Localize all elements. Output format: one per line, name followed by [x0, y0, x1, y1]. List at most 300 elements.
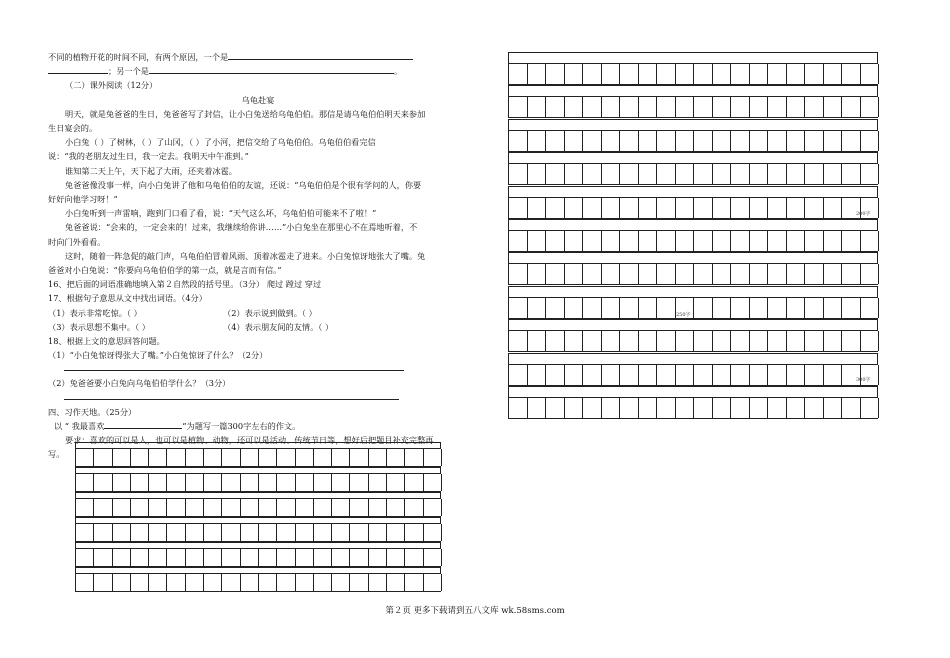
grid-cell[interactable] [241, 449, 259, 466]
grid-cell[interactable] [713, 331, 732, 351]
grid-row[interactable] [508, 96, 878, 118]
grid-cell[interactable] [657, 298, 676, 318]
grid-cell[interactable] [113, 549, 131, 566]
grid-cell[interactable] [546, 331, 565, 351]
grid-cell[interactable] [657, 231, 676, 251]
grid-cell[interactable] [731, 231, 750, 251]
grid-cell[interactable] [546, 164, 565, 184]
grid-cell[interactable] [94, 474, 112, 491]
grid-cell[interactable] [620, 331, 639, 351]
grid-cell[interactable] [842, 131, 861, 151]
grid-row[interactable] [75, 498, 441, 517]
grid-cell[interactable] [259, 449, 277, 466]
grid-cell[interactable] [222, 499, 240, 516]
grid-cell[interactable] [583, 97, 602, 117]
grid-cell[interactable] [842, 331, 861, 351]
grid-cell[interactable] [787, 97, 806, 117]
grid-cell[interactable] [405, 499, 423, 516]
grid-cell[interactable] [565, 164, 584, 184]
grid-cell[interactable] [657, 64, 676, 84]
grid-cell[interactable] [824, 331, 843, 351]
grid-cell[interactable] [694, 331, 713, 351]
grid-cell[interactable] [639, 365, 658, 385]
grid-cell[interactable] [583, 231, 602, 251]
grid-cell[interactable] [602, 64, 621, 84]
grid-cell[interactable] [620, 64, 639, 84]
grid-cell[interactable] [167, 499, 185, 516]
grid-cell[interactable] [694, 264, 713, 284]
grid-cell[interactable] [694, 365, 713, 385]
grid-cell[interactable] [657, 131, 676, 151]
grid-cell[interactable] [768, 231, 787, 251]
grid-cell[interactable] [713, 298, 732, 318]
grid-cell[interactable] [113, 574, 131, 591]
grid-cell[interactable] [509, 264, 528, 284]
grid-cell[interactable] [546, 198, 565, 218]
grid-cell[interactable] [787, 231, 806, 251]
grid-cell[interactable] [620, 298, 639, 318]
grid-cell[interactable] [296, 499, 314, 516]
grid-cell[interactable] [222, 574, 240, 591]
grid-cell[interactable] [222, 474, 240, 491]
grid-cell[interactable] [186, 499, 204, 516]
grid-cell[interactable] [259, 549, 277, 566]
grid-row[interactable] [508, 130, 878, 152]
grid-cell[interactable] [565, 398, 584, 418]
grid-cell[interactable] [131, 474, 149, 491]
grid-cell[interactable] [768, 331, 787, 351]
grid-cell[interactable] [565, 97, 584, 117]
grid-cell[interactable] [805, 231, 824, 251]
grid-row[interactable] [508, 163, 878, 185]
grid-cell[interactable] [546, 398, 565, 418]
grid-cell[interactable] [824, 164, 843, 184]
grid-cell[interactable] [805, 131, 824, 151]
grid-cell[interactable] [639, 64, 658, 84]
grid-cell[interactable] [186, 474, 204, 491]
grid-cell[interactable] [546, 231, 565, 251]
answer-blank[interactable] [149, 64, 394, 74]
grid-cell[interactable] [204, 524, 222, 541]
grid-cell[interactable] [332, 474, 350, 491]
grid-cell[interactable] [259, 574, 277, 591]
grid-cell[interactable] [167, 449, 185, 466]
grid-row[interactable] [508, 364, 878, 386]
grid-cell[interactable] [805, 331, 824, 351]
grid-cell[interactable] [676, 331, 695, 351]
grid-cell[interactable] [694, 198, 713, 218]
grid-cell[interactable] [620, 131, 639, 151]
grid-cell[interactable] [583, 365, 602, 385]
grid-cell[interactable] [369, 549, 387, 566]
grid-cell[interactable] [657, 331, 676, 351]
grid-cell[interactable] [528, 365, 547, 385]
grid-cell[interactable] [694, 398, 713, 418]
grid-cell[interactable] [332, 574, 350, 591]
grid-cell[interactable] [332, 449, 350, 466]
grid-cell[interactable] [768, 131, 787, 151]
grid-cell[interactable] [694, 231, 713, 251]
grid-cell[interactable] [314, 574, 332, 591]
grid-cell[interactable] [528, 131, 547, 151]
grid-cell[interactable] [805, 264, 824, 284]
grid-cell[interactable] [369, 499, 387, 516]
answer-line[interactable] [64, 391, 399, 400]
grid-cell[interactable] [204, 474, 222, 491]
grid-cell[interactable] [350, 474, 368, 491]
grid-cell[interactable] [639, 131, 658, 151]
grid-cell[interactable] [222, 549, 240, 566]
grid-cell[interactable] [639, 398, 658, 418]
grid-cell[interactable] [350, 524, 368, 541]
grid-cell[interactable] [277, 449, 295, 466]
grid-cell[interactable] [546, 365, 565, 385]
grid-cell[interactable] [824, 131, 843, 151]
grid-cell[interactable] [805, 298, 824, 318]
grid-cell[interactable] [314, 449, 332, 466]
grid-cell[interactable] [241, 474, 259, 491]
grid-cell[interactable] [731, 97, 750, 117]
grid-cell[interactable] [204, 549, 222, 566]
grid-cell[interactable] [509, 198, 528, 218]
grid-cell[interactable] [332, 499, 350, 516]
grid-cell[interactable] [713, 131, 732, 151]
grid-cell[interactable] [805, 198, 824, 218]
grid-cell[interactable] [713, 264, 732, 284]
grid-cell[interactable] [639, 264, 658, 284]
grid-cell[interactable] [676, 164, 695, 184]
grid-cell[interactable] [424, 549, 442, 566]
grid-cell[interactable] [583, 164, 602, 184]
grid-cell[interactable] [731, 398, 750, 418]
grid-cell[interactable] [546, 97, 565, 117]
grid-cell[interactable] [583, 131, 602, 151]
grid-cell[interactable] [546, 131, 565, 151]
grid-cell[interactable] [509, 231, 528, 251]
grid-cell[interactable] [528, 164, 547, 184]
grid-row[interactable] [508, 330, 878, 352]
grid-cell[interactable] [565, 264, 584, 284]
grid-cell[interactable] [768, 365, 787, 385]
grid-cell[interactable] [296, 549, 314, 566]
grid-cell[interactable] [350, 549, 368, 566]
grid-cell[interactable] [713, 365, 732, 385]
grid-row[interactable] [75, 448, 441, 467]
grid-cell[interactable] [620, 198, 639, 218]
grid-cell[interactable] [768, 198, 787, 218]
grid-cell[interactable] [369, 524, 387, 541]
grid-cell[interactable] [602, 365, 621, 385]
grid-cell[interactable] [528, 64, 547, 84]
grid-cell[interactable] [676, 264, 695, 284]
grid-cell[interactable] [768, 164, 787, 184]
grid-cell[interactable] [861, 231, 880, 251]
grid-cell[interactable] [583, 331, 602, 351]
grid-cell[interactable] [694, 131, 713, 151]
grid-cell[interactable] [528, 231, 547, 251]
grid-cell[interactable] [241, 549, 259, 566]
grid-cell[interactable] [369, 474, 387, 491]
grid-cell[interactable] [131, 574, 149, 591]
grid-cell[interactable] [713, 231, 732, 251]
grid-cell[interactable] [620, 365, 639, 385]
grid-row[interactable] [508, 263, 878, 285]
grid-cell[interactable] [676, 365, 695, 385]
grid-cell[interactable] [750, 97, 769, 117]
grid-cell[interactable] [713, 97, 732, 117]
grid-cell[interactable] [713, 198, 732, 218]
grid-cell[interactable] [787, 164, 806, 184]
grid-cell[interactable] [639, 97, 658, 117]
grid-cell[interactable] [750, 164, 769, 184]
grid-cell[interactable] [824, 298, 843, 318]
grid-cell[interactable] [713, 164, 732, 184]
grid-cell[interactable] [824, 231, 843, 251]
grid-cell[interactable] [369, 449, 387, 466]
grid-cell[interactable] [277, 574, 295, 591]
grid-row[interactable] [508, 230, 878, 252]
grid-cell[interactable] [113, 474, 131, 491]
grid-cell[interactable] [113, 499, 131, 516]
grid-cell[interactable] [387, 524, 405, 541]
grid-cell[interactable] [241, 499, 259, 516]
grid-cell[interactable] [731, 365, 750, 385]
grid-cell[interactable] [731, 331, 750, 351]
grid-cell[interactable] [296, 524, 314, 541]
grid-cell[interactable] [424, 499, 442, 516]
grid-cell[interactable] [842, 97, 861, 117]
grid-cell[interactable] [805, 64, 824, 84]
grid-cell[interactable] [787, 331, 806, 351]
grid-cell[interactable] [787, 131, 806, 151]
grid-cell[interactable] [565, 331, 584, 351]
grid-cell[interactable] [602, 398, 621, 418]
grid-cell[interactable] [602, 231, 621, 251]
grid-cell[interactable] [277, 524, 295, 541]
grid-cell[interactable] [76, 499, 94, 516]
grid-cell[interactable] [277, 549, 295, 566]
grid-cell[interactable] [94, 549, 112, 566]
grid-cell[interactable] [204, 499, 222, 516]
grid-cell[interactable] [694, 164, 713, 184]
grid-cell[interactable] [694, 64, 713, 84]
grid-cell[interactable] [131, 549, 149, 566]
grid-cell[interactable] [676, 64, 695, 84]
grid-cell[interactable] [241, 574, 259, 591]
grid-cell[interactable] [676, 97, 695, 117]
grid-row[interactable] [508, 397, 878, 419]
grid-cell[interactable] [676, 398, 695, 418]
grid-cell[interactable] [565, 198, 584, 218]
grid-cell[interactable] [277, 474, 295, 491]
grid-cell[interactable] [602, 331, 621, 351]
grid-cell[interactable] [713, 398, 732, 418]
grid-cell[interactable] [350, 574, 368, 591]
grid-cell[interactable] [583, 264, 602, 284]
grid-row[interactable] [508, 63, 878, 85]
grid-cell[interactable] [731, 131, 750, 151]
grid-cell[interactable] [149, 449, 167, 466]
grid-cell[interactable] [314, 474, 332, 491]
grid-cell[interactable] [387, 474, 405, 491]
grid-cell[interactable] [149, 524, 167, 541]
grid-cell[interactable] [565, 365, 584, 385]
grid-cell[interactable] [750, 64, 769, 84]
answer-blank[interactable] [228, 50, 413, 60]
grid-cell[interactable] [787, 365, 806, 385]
grid-cell[interactable] [186, 449, 204, 466]
grid-cell[interactable] [842, 264, 861, 284]
grid-cell[interactable] [259, 524, 277, 541]
grid-cell[interactable] [113, 449, 131, 466]
grid-cell[interactable] [424, 524, 442, 541]
grid-cell[interactable] [387, 449, 405, 466]
grid-cell[interactable] [639, 331, 658, 351]
grid-row[interactable] [75, 573, 441, 592]
grid-cell[interactable] [546, 298, 565, 318]
grid-cell[interactable] [750, 365, 769, 385]
grid-cell[interactable] [528, 97, 547, 117]
grid-cell[interactable] [824, 398, 843, 418]
grid-cell[interactable] [731, 298, 750, 318]
grid-cell[interactable] [842, 231, 861, 251]
grid-cell[interactable] [676, 131, 695, 151]
grid-cell[interactable] [861, 64, 880, 84]
grid-cell[interactable] [861, 164, 880, 184]
grid-cell[interactable] [620, 264, 639, 284]
grid-cell[interactable] [824, 365, 843, 385]
grid-cell[interactable] [546, 264, 565, 284]
grid-cell[interactable] [676, 198, 695, 218]
grid-cell[interactable] [405, 524, 423, 541]
grid-cell[interactable] [94, 524, 112, 541]
grid-cell[interactable] [861, 398, 880, 418]
grid-cell[interactable] [750, 264, 769, 284]
grid-cell[interactable] [387, 574, 405, 591]
grid-cell[interactable] [332, 524, 350, 541]
grid-cell[interactable] [509, 131, 528, 151]
grid-cell[interactable] [713, 64, 732, 84]
grid-cell[interactable] [509, 365, 528, 385]
grid-cell[interactable] [787, 264, 806, 284]
grid-cell[interactable] [565, 64, 584, 84]
grid-cell[interactable] [861, 264, 880, 284]
grid-cell[interactable] [620, 231, 639, 251]
grid-cell[interactable] [583, 298, 602, 318]
grid-cell[interactable] [131, 499, 149, 516]
grid-cell[interactable] [167, 574, 185, 591]
grid-cell[interactable] [565, 131, 584, 151]
grid-cell[interactable] [528, 331, 547, 351]
grid-cell[interactable] [639, 198, 658, 218]
grid-row[interactable] [75, 473, 441, 492]
grid-cell[interactable] [805, 97, 824, 117]
grid-row[interactable] [508, 297, 878, 319]
grid-cell[interactable] [332, 549, 350, 566]
grid-cell[interactable] [222, 449, 240, 466]
grid-cell[interactable] [76, 524, 94, 541]
grid-cell[interactable] [620, 97, 639, 117]
grid-cell[interactable] [731, 64, 750, 84]
grid-cell[interactable] [424, 474, 442, 491]
grid-cell[interactable] [94, 449, 112, 466]
grid-cell[interactable] [565, 231, 584, 251]
grid-cell[interactable] [259, 499, 277, 516]
grid-cell[interactable] [94, 574, 112, 591]
grid-cell[interactable] [387, 499, 405, 516]
grid-cell[interactable] [94, 499, 112, 516]
grid-cell[interactable] [787, 198, 806, 218]
grid-cell[interactable] [861, 298, 880, 318]
grid-cell[interactable] [387, 549, 405, 566]
grid-cell[interactable] [768, 97, 787, 117]
grid-cell[interactable] [824, 198, 843, 218]
grid-cell[interactable] [583, 198, 602, 218]
grid-cell[interactable] [787, 298, 806, 318]
grid-cell[interactable] [805, 365, 824, 385]
grid-cell[interactable] [768, 398, 787, 418]
grid-cell[interactable] [528, 264, 547, 284]
grid-cell[interactable] [842, 64, 861, 84]
grid-cell[interactable] [731, 264, 750, 284]
grid-cell[interactable] [296, 449, 314, 466]
grid-cell[interactable] [842, 298, 861, 318]
title-blank[interactable] [104, 419, 182, 429]
grid-cell[interactable] [787, 398, 806, 418]
grid-cell[interactable] [424, 449, 442, 466]
grid-cell[interactable] [186, 524, 204, 541]
grid-cell[interactable] [694, 298, 713, 318]
grid-cell[interactable] [768, 298, 787, 318]
grid-cell[interactable] [350, 499, 368, 516]
grid-cell[interactable] [405, 449, 423, 466]
answer-blank[interactable] [48, 64, 108, 74]
grid-cell[interactable] [259, 474, 277, 491]
grid-cell[interactable] [405, 574, 423, 591]
grid-cell[interactable] [750, 231, 769, 251]
grid-cell[interactable] [528, 298, 547, 318]
grid-cell[interactable] [620, 398, 639, 418]
grid-cell[interactable] [731, 198, 750, 218]
grid-cell[interactable] [113, 524, 131, 541]
grid-cell[interactable] [657, 198, 676, 218]
grid-cell[interactable] [167, 524, 185, 541]
grid-cell[interactable] [657, 398, 676, 418]
grid-cell[interactable] [731, 164, 750, 184]
grid-cell[interactable] [602, 131, 621, 151]
grid-cell[interactable] [657, 97, 676, 117]
grid-cell[interactable] [204, 449, 222, 466]
grid-cell[interactable] [131, 449, 149, 466]
grid-cell[interactable] [824, 264, 843, 284]
grid-cell[interactable] [842, 398, 861, 418]
grid-cell[interactable] [805, 398, 824, 418]
grid-cell[interactable] [861, 131, 880, 151]
grid-cell[interactable] [204, 574, 222, 591]
grid-cell[interactable] [222, 524, 240, 541]
grid-cell[interactable] [186, 549, 204, 566]
grid-cell[interactable] [861, 97, 880, 117]
grid-cell[interactable] [509, 298, 528, 318]
grid-cell[interactable] [694, 97, 713, 117]
grid-cell[interactable] [676, 231, 695, 251]
grid-cell[interactable] [824, 64, 843, 84]
grid-cell[interactable] [296, 574, 314, 591]
grid-cell[interactable] [657, 365, 676, 385]
grid-cell[interactable] [657, 164, 676, 184]
grid-cell[interactable] [768, 264, 787, 284]
grid-cell[interactable] [350, 449, 368, 466]
